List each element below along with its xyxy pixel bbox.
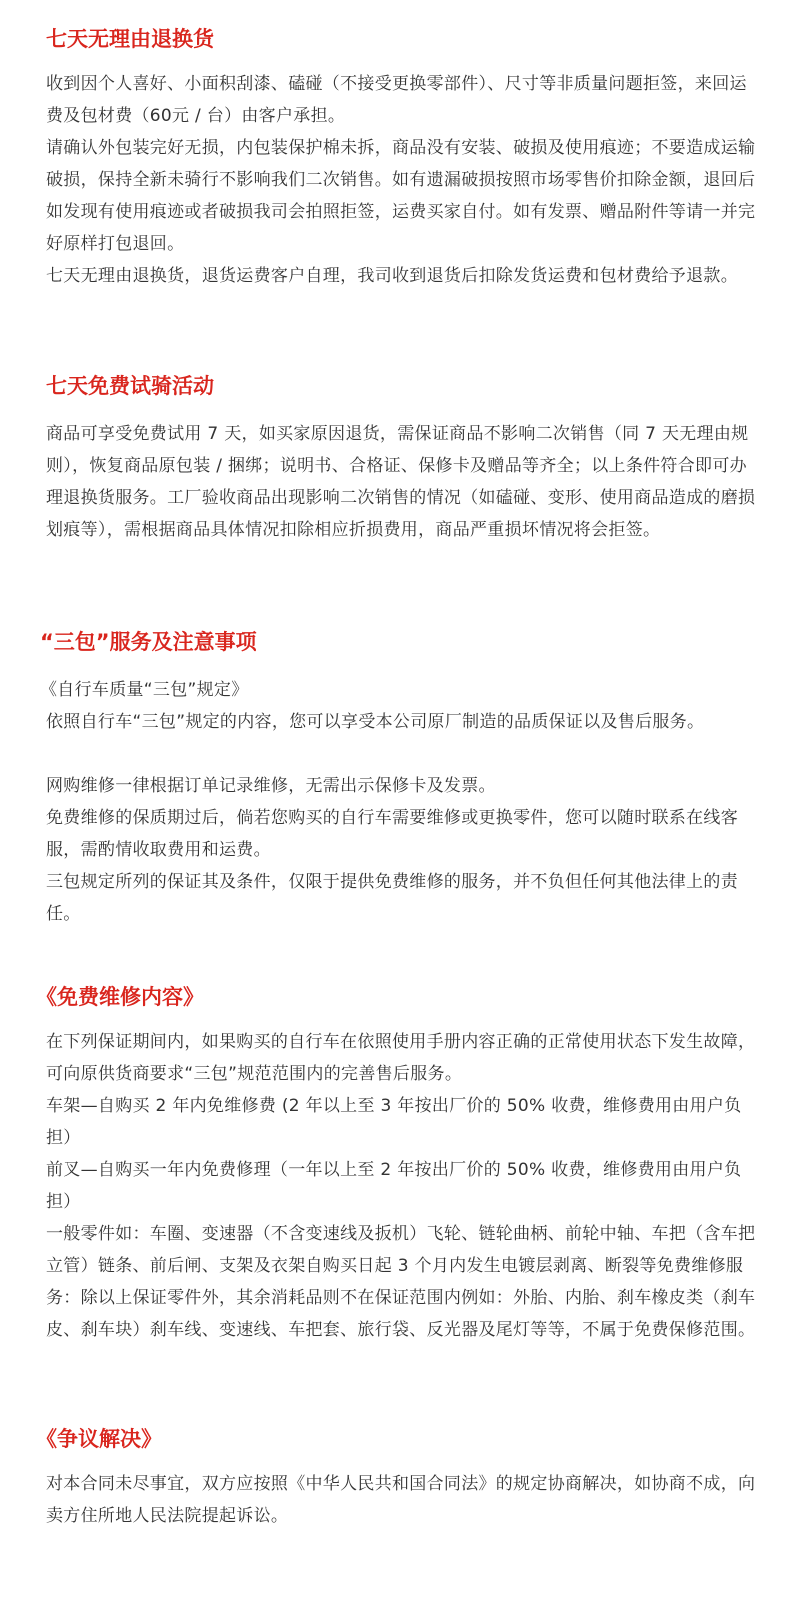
paragraph: 前叉—自购买一年内免费修理（一年以上至 2 年按出厂价的 50% 收费，维修费用由用户负担）	[46, 1160, 742, 1212]
section-heading-seven-day-return: 七天无理由退换货	[46, 27, 214, 51]
paragraph: 《自行车质量“三包”规定》	[40, 680, 249, 700]
paragraph: 收到因个人喜好、小面积刮漆、磕碰（不接受更换零部件）、尺寸等非质量问题拒签，来回运费及包材费（60元 / 台）由客户承担。	[46, 74, 747, 126]
paragraph: 在下列保证期间内，如果购买的自行车在依照使用手册内容正确的正常使用状态下发生故障，可向原供货商要求“三包”规范范围内的完善售后服务。	[46, 1032, 756, 1084]
section-heading-free-trial: 七天免费试骑活动	[46, 374, 214, 398]
section-heading-free-repair: 《免费维修内容》	[36, 985, 204, 1009]
paragraph: 三包规定所列的保证其及条件，仅限于提供免费维修的服务，并不负但任何其他法律上的责任。	[46, 872, 738, 924]
paragraph: 网购维修一律根据订单记录维修，无需出示保修卡及发票。	[46, 776, 496, 796]
paragraph: 车架—自购买 2 年内免维修费 (2 年以上至 3 年按出厂价的 50% 收费，维修费用由用户负担）	[46, 1096, 742, 1148]
paragraph: 依照自行车“三包”规定的内容，您可以享受本公司原厂制造的品质保证以及售后服务。	[46, 712, 705, 732]
paragraph: 商品可享受免费试用 7 天，如买家原因退货，需保证商品不影响二次销售（同 7 天无理由规则），恢复商品原包装 / 捆绑；说明书、合格证、保修卡及赠品等齐全；以上条件符合即可办理退换货服务。工厂验收商品出现影响二次销售的情况（如磕碰、变形、使用商品造成的磨损划痕等），需根据商品具体情况扣除相应折损费用，商品严重损坏情况将会拒签。	[46, 424, 756, 540]
paragraph: 一般零件如：车圈、变速器（不含变速线及扳机）飞轮、链轮曲柄、前轮中轴、车把（含车把立管）链条、前后闸、支架及衣架自购买日起 3 个月内发生电镀层剥离、断裂等免费维修服务：除以上保证零件外，其余消耗品则不在保证范围内例如：外胎、内胎、刹车橡皮类（刹车皮、刹车块）刹车线、变速线、车把套、旅行袋、反光器及尾灯等等，不属于免费保修范围。	[46, 1224, 756, 1340]
paragraph: 七天无理由退换货，退货运费客户自理，我司收到退货后扣除发货运费和包材费给予退款。	[46, 266, 738, 286]
paragraph: 免费维修的保质期过后，倘若您购买的自行车需要维修或更换零件，您可以随时联系在线客服，需酌情收取费用和运费。	[46, 808, 738, 860]
paragraph: 对本合同未尽事宜，双方应按照《中华人民共和国合同法》的规定协商解决，如协商不成，向卖方住所地人民法院提起诉讼。	[46, 1474, 756, 1526]
section-heading-three-guarantees: “三包”服务及注意事项	[40, 630, 257, 654]
paragraph: 请确认外包装完好无损，内包装保护棉未拆，商品没有安装、破损及使用痕迹；不要造成运输破损，保持全新未骑行不影响我们二次销售。如有遗漏破损按照市场零售价扣除金额，退回后如发现有使用痕迹或者破损我司会拍照拒签，运费买家自付。如有发票、赠品附件等请一并完好原样打包退回。	[46, 138, 756, 254]
section-heading-dispute-resolution: 《争议解决》	[36, 1427, 162, 1451]
